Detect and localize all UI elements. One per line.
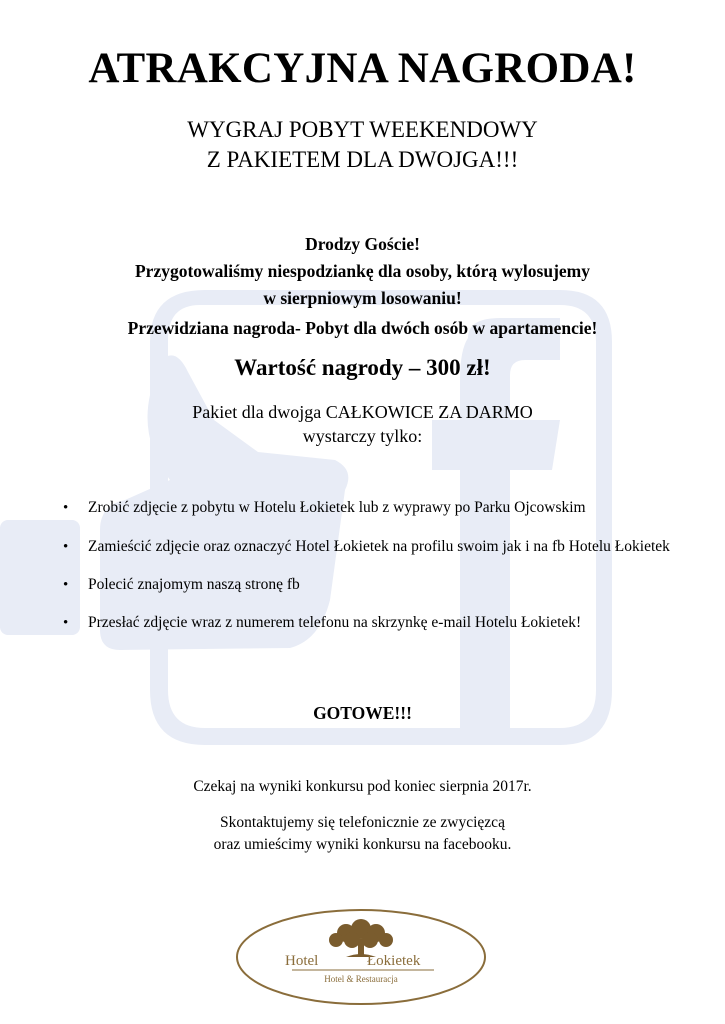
list-item: • Przesłać zdjęcie wraz z numerem telefonu na skrzynkę e-mail Hotelu Łokietek! [60, 612, 680, 634]
contact-info [0, 812, 725, 856]
contact-line-2: oraz umieścimy wyniki konkursu na facebooku. [213, 836, 512, 853]
subtitle-line-1: WYGRAJ POBYT WEEKENDOWY [187, 117, 538, 142]
tree-icon [329, 919, 393, 957]
intro-block [0, 231, 725, 312]
contact-line-1: Skontaktujemy się telefonicznie ze zwycięzcą [220, 814, 505, 831]
poster-title: ATRAKCYJNA NAGRODA! [88, 45, 637, 92]
subtitle-line-2: Z PAKIETEM DLA DWOJGA!!! [206, 147, 519, 172]
done-text: GOTOWE!!! [313, 703, 412, 723]
intro-line-2: w sierpniowym losowaniu! [263, 288, 462, 308]
list-item: • Polecić znajomym naszą stronę fb [60, 574, 680, 596]
deadline-text: Czekaj na wyniki konkursu pod koniec sierpnia 2017r. [193, 778, 532, 795]
package-line-1: Pakiet dla dwojga CAŁKOWICE ZA DARMO [192, 402, 533, 422]
prize-description: Przewidziana nagroda- Pobyt dla dwóch osób w apartamencie! [127, 318, 598, 338]
logo-name-part2: Łokietek [367, 953, 421, 969]
list-item: • Zamieścić zdjęcie oraz oznaczyć Hotel Łokietek na profilu swoim jak i na fb Hotelu Łokietek [60, 536, 680, 558]
package-info [0, 400, 725, 448]
logo-name-part1: Hotel [285, 953, 319, 969]
prize-value: Wartość nagrody – 300 zł! [234, 355, 491, 380]
intro-line-1: Przygotowaliśmy niespodziankę dla osoby, którą wylosujemy [134, 261, 591, 281]
logo-tagline: Hotel & Restauracja [324, 974, 398, 984]
package-line-2: wystarczy tylko: [302, 426, 423, 446]
poster-subtitle [0, 115, 725, 175]
greeting: Drodzy Goście! [305, 234, 420, 254]
steps-list [60, 497, 680, 634]
hotel-logo [234, 907, 488, 1007]
list-item: • Zrobić zdjęcie z pobytu w Hotelu Łokietek lub z wyprawy po Parku Ojcowskim [60, 497, 680, 519]
